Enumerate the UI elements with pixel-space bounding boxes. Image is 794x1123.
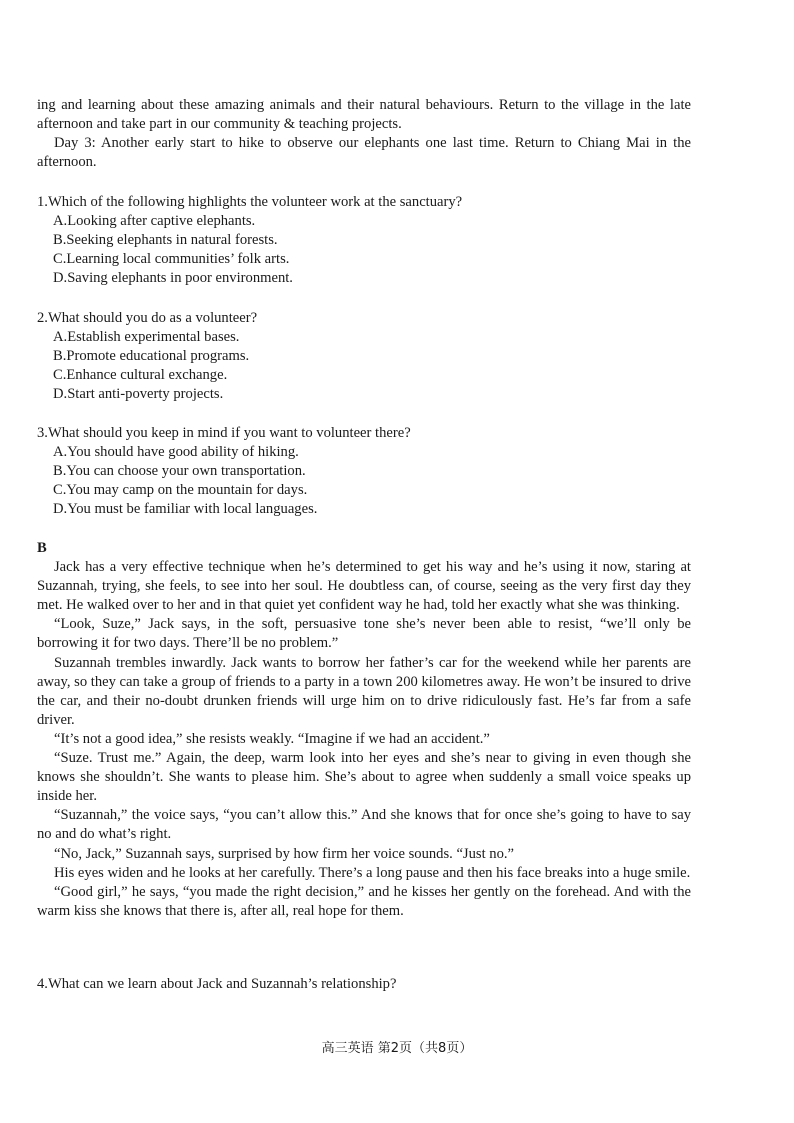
- paragraph: “Suzannah,” the voice says, “you can’t allow this.” And she knows that for once she’s going to have to say no and do what’s right.: [37, 807, 691, 843]
- question-1: [37, 193, 691, 288]
- paragraph: “Suze. Trust me.” Again, the deep, warm look into her eyes and she’s near to giving in even though she knows she shouldn’t. She wants to please him. She’s about to agree when suddenly a small voice speaks up inside her.: [37, 750, 691, 805]
- section-title: B: [37, 540, 47, 556]
- question-stem: 1.Which of the following highlights the volunteer work at the sanctuary?: [37, 194, 463, 210]
- paragraph: “Look, Suze,” Jack says, in the soft, persuasive tone she’s never been able to resist, “we’ll only be borrowing it for two days. There’ll be no problem.”: [37, 616, 691, 652]
- question-stem: 3.What should you keep in mind if you want to volunteer there?: [37, 425, 411, 441]
- paragraph: Suzannah trembles inwardly. Jack wants to borrow her father’s car for the weekend while her parents are away, so they can take a group of friends to a party in a town 200 kilometres away. He won’t be insured to drive the car, and their no-doubt drunken friends will urge him on to drive ridiculously fast. He’s far from a safe driver.: [37, 654, 691, 728]
- day3-text: Day 3: Another early start to hike to observe our elephants one last time. Return to Chiang Mai in the afternoon.: [37, 135, 691, 171]
- paragraph: “No, Jack,” Suzannah says, surprised by how firm her voice sounds. “Just no.”: [54, 845, 515, 862]
- question-2: [37, 309, 691, 404]
- page-footer: 高三英语 第2页（共8页）: [321, 1041, 473, 1056]
- option-d: D.Start anti-poverty projects.: [53, 386, 224, 403]
- option-a: A.Establish experimental bases.: [53, 329, 240, 346]
- intro-text: ing and learning about these amazing animals and their natural behaviours. Return to the village in the late afternoon and take part in our community & teaching projects.: [37, 97, 691, 133]
- option-b: B.You can choose your own transportation.: [53, 463, 306, 480]
- option-c: C.Enhance cultural exchange.: [53, 367, 228, 384]
- passage-a-continuation: [37, 96, 691, 172]
- paragraph: Jack has a very effective technique when he’s determined to get his way and he’s using it now, staring at Suzannah, trying, she feels, to see into her soul. He doubtless can, of course, seeing as the very first day they met. He walked over to her and in that quiet yet confident way he had, told her exactly what she was thinking.: [37, 559, 691, 614]
- question-3: [37, 424, 691, 519]
- paragraph: “It’s not a good idea,” she resists weakly. “Imagine if we had an accident.”: [54, 730, 490, 747]
- option-a: A.You should have good ability of hiking.: [53, 444, 299, 461]
- option-b: B.Seeking elephants in natural forests.: [53, 232, 278, 249]
- option-b: B.Promote educational programs.: [53, 348, 250, 365]
- paragraph: “Good girl,” he says, “you made the right decision,” and he kisses her gently on the forehead. And with the warm kiss she knows that there is, after all, real hope for them.: [37, 883, 691, 919]
- option-d: D.You must be familiar with local languages.: [53, 501, 318, 518]
- paragraph: His eyes widen and he looks at her carefully. There’s a long pause and then his face breaks into a huge smile.: [54, 864, 691, 881]
- option-a: A.Looking after captive elephants.: [53, 213, 256, 230]
- passage-b: [37, 539, 691, 921]
- question-4: [37, 975, 691, 994]
- option-c: C.Learning local communities’ folk arts.: [53, 251, 290, 268]
- option-d: D.Saving elephants in poor environment.: [53, 270, 293, 287]
- question-stem: 2.What should you do as a volunteer?: [37, 310, 258, 326]
- option-c: C.You may camp on the mountain for days.: [53, 482, 308, 499]
- question-stem: 4.What can we learn about Jack and Suzannah’s relationship?: [37, 976, 397, 992]
